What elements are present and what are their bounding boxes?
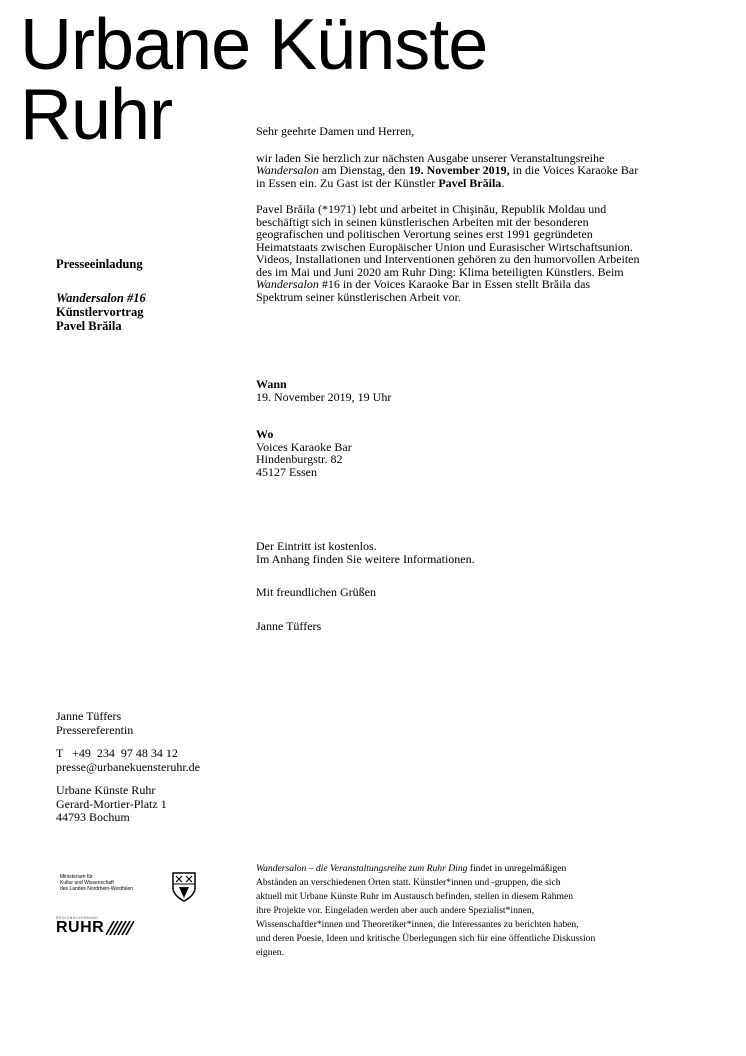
page-title-line1: Urbane Künste bbox=[20, 5, 488, 85]
p1-artist: Pavel Brăila bbox=[438, 175, 502, 190]
p1-e: . bbox=[501, 175, 505, 190]
ministry-line: Kultur und Wissenschaft bbox=[60, 880, 114, 886]
signature: Janne Tüffers bbox=[256, 618, 322, 633]
contact-org: Urbane Künste Ruhr bbox=[56, 783, 156, 797]
footer-line: und deren Poesie, Ideen und kritische Überlegungen sich für eine öffentliche Diskussion bbox=[256, 933, 596, 944]
p2-line: beschäftigt sich in seinen künstlerischen Arbeiten mit der besonderen bbox=[256, 214, 589, 229]
footer-line: Wissenschaftler*innen und Theoretiker*innen, die Interessantes zu berichten haben, bbox=[256, 919, 579, 930]
paragraph-2 bbox=[256, 203, 726, 303]
rvr-logo bbox=[56, 916, 134, 936]
where-line: Voices Karaoke Bar bbox=[256, 439, 352, 454]
ministry-logo bbox=[60, 874, 160, 892]
p1-b: am Dienstag, den bbox=[318, 163, 409, 177]
page-title-line2: Ruhr bbox=[20, 75, 173, 155]
p2-line: Videos, Installationen und Interventionen gehören zu den humorvollen Arbeiten bbox=[256, 252, 640, 266]
footer-line: aktuell mit Urbane Künste Ruhr im Austausch befinden, stellen in diesem Rahmen bbox=[256, 891, 574, 902]
event-artist: Pavel Brăila bbox=[56, 319, 122, 333]
ministry-line: des Landes Nordrhein-Westfalen bbox=[60, 886, 134, 892]
where-line: 45127 Essen bbox=[256, 464, 317, 479]
ministry-line: Ministerium für bbox=[60, 874, 93, 880]
closing: Mit freundlichen Grüßen bbox=[256, 585, 376, 599]
entry-note: Der Eintritt ist kostenlos. bbox=[256, 539, 377, 553]
contact-city: 44793 Bochum bbox=[56, 810, 130, 824]
when-label: Wann bbox=[256, 377, 287, 391]
rvr-small: REGIONALVERBAND bbox=[56, 916, 99, 920]
p1-d: in Essen ein. Zu Gast ist der Künstler bbox=[256, 175, 439, 190]
footer-line: ihre Projekte vor. Eingeladen werden aber auch andere Spezialist*innen, bbox=[256, 905, 535, 916]
letter-body bbox=[256, 125, 726, 311]
contact-email[interactable]: presse@urbanekuensteruhr.de bbox=[56, 759, 200, 774]
where-block bbox=[256, 428, 352, 478]
p2-line: Spektrum seiner künstlerischen Arbeit vor. bbox=[256, 289, 461, 304]
p1-a: wir laden Sie herzlich zur nächsten Ausgabe unserer Veranstaltungsreihe bbox=[256, 150, 605, 165]
closing-block bbox=[256, 540, 475, 632]
paragraph-1 bbox=[256, 152, 726, 190]
footer-italic: Wandersalon – die Veranstaltungsreihe zum Ruhr Ding bbox=[256, 863, 468, 874]
footer-line: findet in unregelmäßigen bbox=[467, 863, 567, 874]
footer-text bbox=[256, 862, 726, 960]
sidebar bbox=[56, 257, 146, 333]
p2-series: Wandersalon bbox=[256, 277, 319, 291]
contact-name: Janne Tüffers bbox=[56, 709, 122, 723]
contact-block bbox=[56, 710, 200, 825]
contact-role: Pressereferentin bbox=[56, 722, 134, 737]
when-value: 19. November 2019, 19 Uhr bbox=[256, 389, 392, 404]
p2-line: des im Mai und Juni 2020 am Ruhr Ding: Klima beteiligten Künstlers. Beim bbox=[256, 264, 624, 279]
p2-line: #16 in der Voices Karaoke Bar in Essen stellt Brăila das bbox=[318, 277, 591, 291]
where-label: Wo bbox=[256, 427, 274, 441]
p1-series: Wandersalon bbox=[256, 163, 319, 177]
p2-line: geografischen und politischen Verortung seines erst 1991 gegründeten bbox=[256, 227, 593, 241]
salutation: Sehr geehrte Damen und Herren, bbox=[256, 124, 415, 138]
footer-line: Abständen an verschiedenen Orten statt. Künstler*innen und -gruppen, die sich bbox=[256, 877, 561, 888]
nrw-crest-icon bbox=[172, 872, 196, 902]
contact-street: Gerard-Mortier-Platz 1 bbox=[56, 796, 167, 811]
press-label: Presseeinladung bbox=[56, 257, 143, 271]
where-line: Hindenburgstr. 82 bbox=[256, 452, 343, 466]
event-type: Künstlervortrag bbox=[56, 305, 144, 319]
attachment-note: Im Anhang finden Sie weitere Informationen. bbox=[256, 551, 475, 566]
p1-c: in die Voices Karaoke Bar bbox=[509, 163, 639, 177]
contact-phone: T +49 234 97 48 34 12 bbox=[56, 746, 178, 760]
footer-line: eignen. bbox=[256, 947, 284, 958]
p2-line: Pavel Brăila (*1971) lebt und arbeitet in Chişinău, Republik Moldau und bbox=[256, 202, 607, 216]
p1-date: 19. November 2019, bbox=[408, 163, 510, 177]
rvr-word: RUHR bbox=[56, 919, 105, 936]
rvr-stripes-icon bbox=[106, 921, 134, 935]
p2-line: Heimatstaats zwischen Europäischer Union und Eurasischer Wirtschaftsunion. bbox=[256, 239, 633, 254]
event-name: Wandersalon #16 bbox=[56, 291, 146, 305]
when-block bbox=[256, 378, 391, 403]
